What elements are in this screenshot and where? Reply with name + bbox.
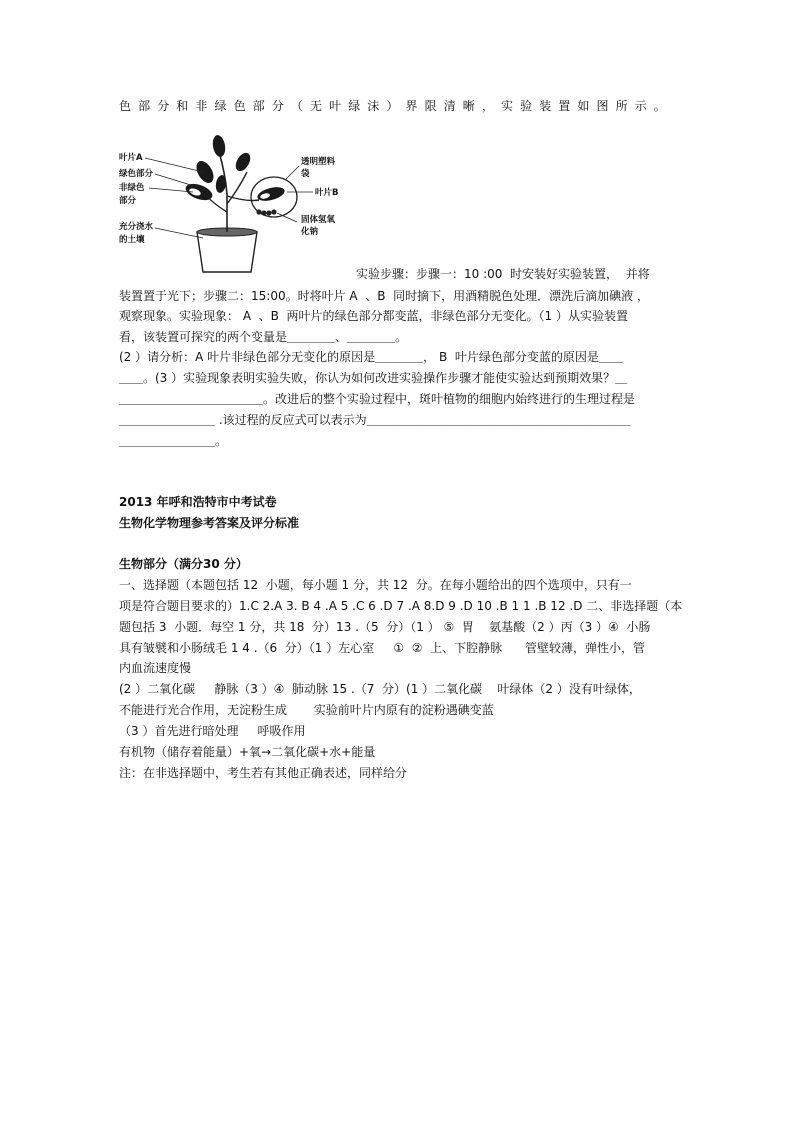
question-line-1: 实验步骤：步骤一：10 :00 时安装好实验装置， 并将 xyxy=(356,267,650,281)
label-leaf-b: 叶片B xyxy=(315,188,339,198)
question-line-4: 看，该装置可探究的两个变量是＿＿＿＿、＿＿＿＿。 xyxy=(119,330,408,344)
label-soil-1: 充分浇水 xyxy=(119,222,154,232)
label-green-part: 绿色部分 xyxy=(119,169,154,179)
intro-line: 色部分和非绿色部分（无叶绿沫）界限清晰，实验装置如图所示。 xyxy=(119,99,673,113)
answer-line-5: 内血流速度慢 xyxy=(119,661,192,675)
label-naoh-2: 化钠 xyxy=(301,227,319,237)
answer-subtitle: 生物化学物理参考答案及评分标准 xyxy=(119,516,300,530)
section-heading: 生物部分（满分30 分） xyxy=(119,557,248,571)
answer-line-2: 项是符合题目要求的）1.C 2.A 3. B 4 .A 5 .C 6 .D 7 .A 8.D 9 .D 10 .B 1 1 .B 12 .D 二、非选择题（本 xyxy=(119,599,683,613)
question-line-6: ＿＿。(3 ）实验现象表明实验失败，你认为如何改进实验操作步骤才能使实验达到预期效果？＿ xyxy=(119,371,628,385)
label-leaf-a: 叶片A xyxy=(119,153,143,163)
label-bag-1: 透明塑料 xyxy=(301,157,336,167)
answer-line-6: (2 ）二氧化碳 静脉（3 ）④ 肺动脉 15 .（7 分）(1 ）二氧化碳 叶绿体（2 ）没有叶绿体， xyxy=(119,682,641,696)
question-line-3: 观察现象。实验现象： A 、B 两叶片的绿色部分都变蓝，非绿色部分无变化。（1 ）从实验装置 xyxy=(119,309,628,323)
label-nongreen-1: 非绿色 xyxy=(119,183,145,193)
answer-line-1: 一、选择题（本题包括 12 小题，每小题 1 分，共 12 分。在每小题给出的四个选项中，只有一 xyxy=(119,578,632,592)
answer-line-10: 注：在非选择题中，考生若有其他正确表述，同样给分 xyxy=(119,766,408,780)
answer-line-4: 具有皱襞和小肠绒毛 1 4 .（6 分）（1 ）左心室 ① ② 上、下腔静脉 管壁较薄，弹性小，管 xyxy=(119,641,645,655)
label-bag-2: 袋 xyxy=(301,169,310,179)
question-line-8: ＿＿＿＿＿＿＿＿ .该过程的反应式可以表示为＿＿＿＿＿＿＿＿＿＿＿＿＿＿＿＿＿＿＿＿＿＿ xyxy=(119,413,631,427)
question-line-2: 装置置于光下；步骤二：15:00。时将叶片 A 、B 同时摘下，用酒精脱色处理．漂洗后滴加碘液 ， xyxy=(119,289,649,303)
answer-line-9: 有机物（储存着能量）+氧→二氧化碳+水+能量 xyxy=(119,745,376,759)
label-soil-2: 的土壤 xyxy=(119,235,145,245)
label-naoh-1: 固体氢氧 xyxy=(301,215,336,225)
plant-experiment-figure xyxy=(119,132,354,274)
answer-line-8: （3 ）首先进行暗处理 呼吸作用 xyxy=(119,724,306,738)
label-nongreen-2: 部分 xyxy=(119,196,137,206)
question-line-9: ＿＿＿＿＿＿＿＿。 xyxy=(119,434,228,448)
question-line-7: ＿＿＿＿＿＿＿＿＿＿＿＿。改进后的整个实验过程中，斑叶植物的细胞内始终进行的生理过程是 xyxy=(119,392,636,406)
answer-line-7: 不能进行光合作用，无淀粉生成 实验前叶片内原有的淀粉遇碘变蓝 xyxy=(119,703,494,717)
answer-line-3: 题包括 3 小题．每空 1 分，共 18 分）13 .（5 分）（1 ） ⑤ 胃 氨基酸（2 ）丙（3 ）④ 小肠 xyxy=(119,620,651,634)
answer-title: 2013 年呼和浩特市中考试卷 xyxy=(119,495,277,509)
question-line-5: (2 ）请分析：A 叶片非绿色部分无变化的原因是＿＿＿＿， B 叶片绿色部分变蓝的原因是＿＿ xyxy=(119,350,623,364)
